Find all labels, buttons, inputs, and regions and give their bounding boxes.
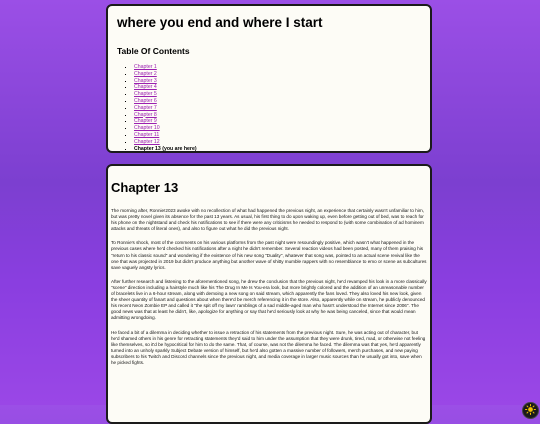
list-item <box>134 125 421 132</box>
list-item <box>134 71 421 78</box>
list-item <box>134 78 421 85</box>
list-item <box>134 105 421 112</box>
chapter-link-11[interactable]: Chapter 11 <box>134 131 160 138</box>
chapter-link-10[interactable]: Chapter 10 <box>134 125 160 132</box>
list-item <box>134 91 421 98</box>
list-item <box>134 132 421 139</box>
list-item <box>134 112 421 119</box>
chapter-heading: Chapter 13 <box>111 180 179 195</box>
toc-heading: Table Of Contents <box>117 46 190 56</box>
chapter-link-5[interactable]: Chapter 5 <box>134 91 157 98</box>
chapter-link-12[interactable]: Chapter 12 <box>134 138 160 145</box>
list-item <box>134 84 421 91</box>
chapter-paragraph: After further research and listening to the aforementioned song, he drew the conclusion that the previous night, he'd revamped his look in a more classically "scene" direction including a hairstyle much like his The Drug In Me Is You-era look, but more brightly colored and the addition of an unreasonable number of bracelets live in a 6-hour stream, along with demoing a new song on said stream, which apparently the fans loved. They also loved his new look, given the sheer quantity of fanart and questions about when there'd be merch referencing it in the store. Also, apparently while on stream, he publicly denounced his recent Neon Zombie EP and called it "the spit off my lawn' ramblings of a sad middle-aged man who hasn't understood the Internet since 2006". The good news was that at least he didn't, like, apologize for anything or say that he'd seriously look at why he was being canceled, since that would mean admitting wrongdoing. <box>111 278 427 321</box>
current-chapter-item: ▪ Chapter 13 (you are here) <box>134 146 421 153</box>
list-item <box>134 64 421 71</box>
chapter-list <box>117 64 421 152</box>
chapter-link-6[interactable]: Chapter 6 <box>134 97 157 104</box>
chapter-link-8[interactable]: Chapter 8 <box>134 111 157 118</box>
list-item <box>134 139 421 146</box>
chapter-content-card <box>106 164 432 424</box>
table-of-contents-card <box>106 4 432 153</box>
chapter-link-9[interactable]: Chapter 9 <box>134 118 157 125</box>
chapter-link-3[interactable]: Chapter 3 <box>134 77 157 84</box>
list-item <box>134 118 421 125</box>
chapter-link-4[interactable]: Chapter 4 <box>134 84 157 91</box>
story-title: where you end and where I start <box>117 15 323 30</box>
chapter-link-1[interactable]: Chapter 1 <box>134 64 157 70</box>
chapter-paragraph: The morning after, Ronnie!2023 awoke with no recollection of what had happened the previous night, an experience that certainly wasn't unfamiliar to him, but was pretty novel given its absence for the past 13 years. As usual, his first thing to do upon waking up, even before getting out of bed, was to reach for his phone on the nightstand and check his notifications to see if there were any criticisms he needed to respond to (with some combination of ad hominem attacks and threats of literal ones), and also to figure out what he did the previous night. <box>111 208 424 232</box>
chapter-paragraph: He faced a bit of a dilemma in deciding whether to issue a retraction of his statements from the previous night. Sure, he was acting out of character, but he'd shamed others in his genre for retracting statements they'd said to him under the assumption that they were drunk, tired, mad, or otherwise not feeling like themselves, so it'd be hypocritical for him to do the same. That, of course, was not the dilemma he faced. The dilemma was that yes, he'd apparently turned into an unholy sparkly Subject Debate version of himself, but he'd also gotten a massive number of followers, merch purchases, and new paying subscribers to his Twitch and Discord channels since the previous night, and media coverage in larger music sources than he usually got into, save when he picked fights. <box>111 329 426 365</box>
chapter-link-7[interactable]: Chapter 7 <box>134 104 157 111</box>
chapter-paragraph: To Ronnie's shock, most of the comments on his various platforms from the past night were resoundingly positive, which wasn't what happened in the previous cases where he'd checked his notifications after a night he didn't remember. Several reaction videos had been posted, many of them praising his "return to his classic sound" and wondering if the existence of his new song "Duality", whatever that song was, pointed to an actual scene revival like the one that was projected in 2019 but didn't produce anything but another wave of shitty mumble rappers with no resemblance to emo or scene as subcultures save vaguely angsty lyrics. <box>111 240 427 270</box>
list-item <box>134 98 421 105</box>
sun-icon <box>525 402 536 420</box>
chapter-link-2[interactable]: Chapter 2 <box>134 70 157 77</box>
